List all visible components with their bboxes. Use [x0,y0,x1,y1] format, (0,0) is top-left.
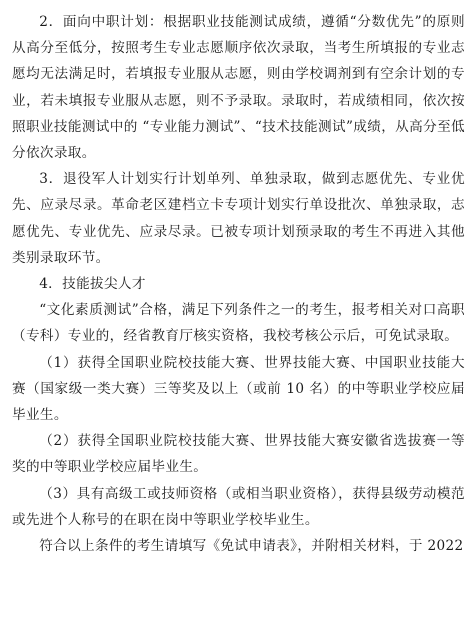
paragraph-application-instructions: 符合以上条件的考生请填写《免试申请表》，并附相关材料，于 2022 [39,538,464,555]
list-item-condition-2: （2）获得全国职业院校技能大赛、世界技能大赛安徽省选拔赛一等奖的中等职业学校应届毕业生。 [12,433,465,476]
paragraph-secondary-vocational-plan: 2．面向中职计划：根据职业技能测试成绩，遵循“分数优先”的原则从高分至低分，按照考生专业志愿顺序依次录取，当考生所填报的专业志愿均无法满足时，若填报专业服从志愿，则由学校调剂到有空余计划的专业，若未填报专业服从志愿，则不予录取。录取时，若成绩相同，依次按照职业技能测试中的 “专业能力测试”、“技术技能测试”成绩，从高分至低分依次录取。 [12,14,465,162]
paragraph-veterans-plan: 3．退役军人计划实行计划单列、单独录取，做到志愿优先、专业优先、应录尽录。革命老区建档立卡专项计划实行单设批次、单独录取，志愿优先、专业优先、应录尽录。已被专项计划预录取的考生不再进入其他类别录取环节。 [12,171,465,266]
list-item-condition-3: （3）具有高级工或技师资格（或相当职业资格），获得县级劳动模范或先进个人称号的在职在岗中等职业学校毕业生。 [12,485,465,528]
list-item-condition-1: （1）获得全国职业院校技能大赛、世界技能大赛、中国职业技能大赛（国家级一类大赛）三等奖及以上（或前 10 名）的中等职业学校应届毕业生。 [12,354,465,424]
paragraph-skilled-talent-intro: “文化素质测试”合格，满足下列条件之一的考生，报考相关对口高职（专科）专业的，经省教育厅核实资格，我校考核公示后，可免试录取。 [12,302,465,345]
heading-skilled-talent: 4．技能拔尖人才 [39,276,146,293]
